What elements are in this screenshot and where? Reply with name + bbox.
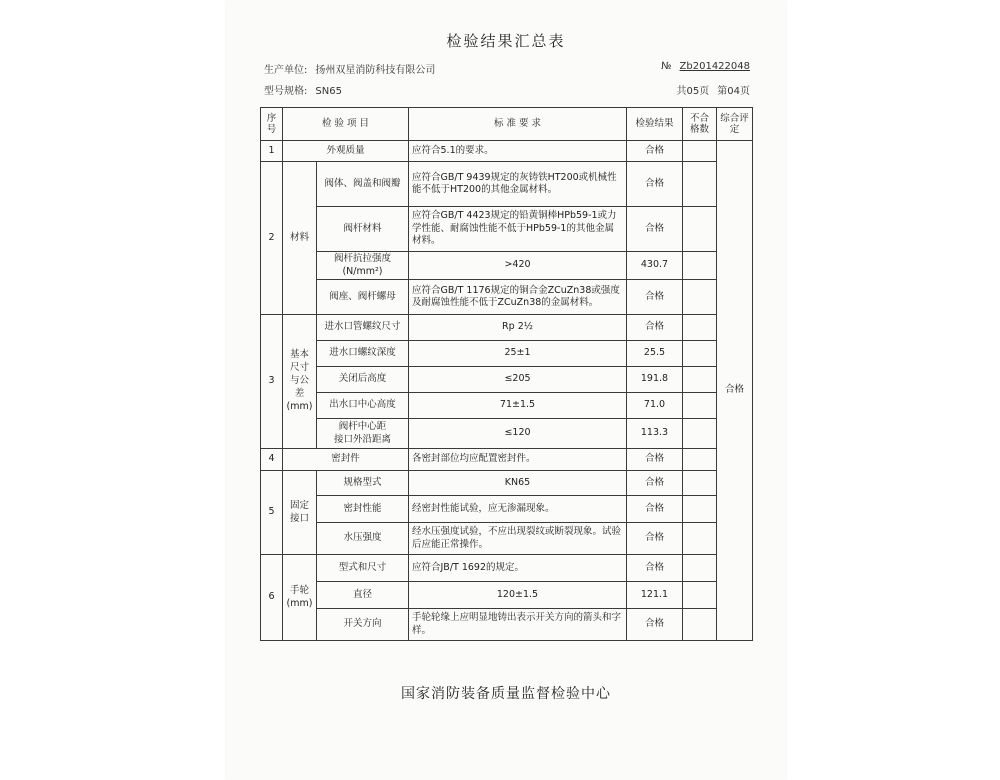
seq-cell: 4 xyxy=(261,449,283,471)
failed-cell xyxy=(683,449,717,471)
item-cell: 水压强度 xyxy=(317,523,409,555)
result-cell: 合格 xyxy=(627,523,683,555)
standard-cell: KN65 xyxy=(409,471,627,496)
result-cell: 430.7 xyxy=(627,252,683,280)
table-row xyxy=(261,341,753,367)
seq-cell: 6 xyxy=(261,555,283,641)
failed-cell xyxy=(683,471,717,496)
standard-cell: ≤205 xyxy=(409,367,627,393)
standard-cell: ≤120 xyxy=(409,419,627,449)
standard-cell: >420 xyxy=(409,252,627,280)
failed-cell xyxy=(683,419,717,449)
category-cell: 手轮(mm) xyxy=(283,555,317,641)
header-item: 检 验 项 目 xyxy=(283,108,409,141)
result-cell: 合格 xyxy=(627,315,683,341)
item-cell: 出水口中心高度 xyxy=(317,393,409,419)
failed-cell xyxy=(683,162,717,207)
seq-cell: 3 xyxy=(261,315,283,449)
table-row xyxy=(261,252,753,280)
item-label: 阀杆中心距 xyxy=(338,421,387,433)
failed-cell xyxy=(683,315,717,341)
table-row xyxy=(261,393,753,419)
seq-cell: 1 xyxy=(261,141,283,162)
pages-total: 共05页 xyxy=(676,86,710,97)
category-cell: 固定接口 xyxy=(283,471,317,555)
header-standard: 标 准 要 求 xyxy=(409,108,627,141)
result-cell: 合格 xyxy=(627,496,683,523)
model-value: SN65 xyxy=(315,86,342,97)
table-header-row xyxy=(261,108,753,141)
failed-cell xyxy=(683,555,717,582)
standard-cell: 手轮轮缘上应明显地铸出表示开关方向的箭头和字样。 xyxy=(409,609,627,641)
standard-cell: 71±1.5 xyxy=(409,393,627,419)
failed-cell xyxy=(683,523,717,555)
standard-cell: 应符合GB/T 1176规定的铜合金ZCuZn38或强度及耐腐蚀性能不低于ZCuZn38的金属材料。 xyxy=(409,280,627,315)
failed-cell xyxy=(683,496,717,523)
standard-cell: 经水压强度试验，不应出现裂纹或断裂现象。试验后应能正常操作。 xyxy=(409,523,627,555)
item-cell: 型式和尺寸 xyxy=(317,555,409,582)
results-table xyxy=(260,107,753,641)
table-row xyxy=(261,496,753,523)
table-row xyxy=(261,141,753,162)
failed-cell xyxy=(683,252,717,280)
result-cell: 113.3 xyxy=(627,419,683,449)
table-row xyxy=(261,162,753,207)
model-line xyxy=(264,82,342,97)
standard-cell: 经密封性能试验，应无渗漏现象。 xyxy=(409,496,627,523)
seq-cell: 2 xyxy=(261,162,283,315)
standard-cell: Rp 2½ xyxy=(409,315,627,341)
item-cell: 密封性能 xyxy=(317,496,409,523)
item-cell: 规格型式 xyxy=(317,471,409,496)
failed-cell xyxy=(683,393,717,419)
item-cell: 外观质量 xyxy=(283,141,409,162)
item-cell: 阀杆材料 xyxy=(317,207,409,252)
result-cell: 合格 xyxy=(627,471,683,496)
result-cell: 合格 xyxy=(627,609,683,641)
item-cell xyxy=(317,419,409,449)
category-cell: 材料 xyxy=(283,162,317,315)
producer-line xyxy=(264,61,435,76)
page-current: 第04页 xyxy=(717,86,750,97)
item-cell: 直径 xyxy=(317,582,409,609)
table-row xyxy=(261,471,753,496)
report-no-value: Zb201422048 xyxy=(679,61,750,72)
item-cell: 阀体、阀盖和阀瓣 xyxy=(317,162,409,207)
header-failed: 不合格数 xyxy=(683,108,717,141)
failed-cell xyxy=(683,141,717,162)
result-cell: 合格 xyxy=(627,207,683,252)
result-cell: 25.5 xyxy=(627,341,683,367)
document-title: 检验结果汇总表 xyxy=(446,32,566,50)
table-row xyxy=(261,207,753,252)
result-cell: 合格 xyxy=(627,162,683,207)
standard-cell: 应符合GB/T 4423规定的铅黄铜棒HPb59-1或力学性能、耐腐蚀性能不低于HPb59-1的其他金属材料。 xyxy=(409,207,627,252)
standard-cell: 25±1 xyxy=(409,341,627,367)
table-row xyxy=(261,280,753,315)
item-cell: 开关方向 xyxy=(317,609,409,641)
item-label: 阀杆抗拉强度 xyxy=(333,253,391,265)
item-cell: 密封件 xyxy=(283,449,409,471)
item-label: 接口外沿距离 xyxy=(333,433,391,445)
header-overall: 综合评定 xyxy=(717,108,753,141)
result-cell: 合格 xyxy=(627,141,683,162)
document-page xyxy=(226,0,786,780)
failed-cell xyxy=(683,582,717,609)
report-no-prefix: № xyxy=(661,61,672,72)
failed-cell xyxy=(683,341,717,367)
issuer-footer: 国家消防装备质量监督检验中心 xyxy=(401,686,611,702)
failed-cell xyxy=(683,280,717,315)
header-result: 检验结果 xyxy=(627,108,683,141)
failed-cell xyxy=(683,367,717,393)
failed-cell xyxy=(683,609,717,641)
item-unit: (N/mm²) xyxy=(342,265,383,277)
table-row xyxy=(261,555,753,582)
item-cell: 进水口管螺纹尺寸 xyxy=(317,315,409,341)
seq-cell: 5 xyxy=(261,471,283,555)
table-row xyxy=(261,367,753,393)
item-cell xyxy=(317,252,409,280)
standard-cell: 应符合JB/T 1692的规定。 xyxy=(409,555,627,582)
producer-value: 扬州双星消防科技有限公司 xyxy=(315,65,436,76)
failed-cell xyxy=(683,207,717,252)
standard-cell: 各密封部位均应配置密封件。 xyxy=(409,449,627,471)
standard-cell: 应符合GB/T 9439规定的灰铸铁HT200或机械性能不低于HT200的其他金属材料。 xyxy=(409,162,627,207)
page-count xyxy=(677,82,750,97)
category-cell: 基本尺寸与公差(mm) xyxy=(283,315,317,449)
producer-label: 生产单位: xyxy=(264,65,308,76)
item-cell: 阀座、阀杆螺母 xyxy=(317,280,409,315)
report-number xyxy=(661,61,750,72)
result-cell: 合格 xyxy=(627,449,683,471)
table-row xyxy=(261,609,753,641)
table-row xyxy=(261,449,753,471)
result-cell: 71.0 xyxy=(627,393,683,419)
table-row xyxy=(261,419,753,449)
model-label: 型号规格: xyxy=(264,86,308,97)
table-row xyxy=(261,582,753,609)
item-cell: 进水口螺纹深度 xyxy=(317,341,409,367)
table-row xyxy=(261,315,753,341)
item-cell: 关闭后高度 xyxy=(317,367,409,393)
result-cell: 121.1 xyxy=(627,582,683,609)
table-row xyxy=(261,523,753,555)
standard-cell: 120±1.5 xyxy=(409,582,627,609)
header-seq: 序号 xyxy=(261,108,283,141)
result-cell: 合格 xyxy=(627,280,683,315)
overall-cell: 合格 xyxy=(717,141,753,641)
standard-cell: 应符合5.1的要求。 xyxy=(409,141,627,162)
result-cell: 合格 xyxy=(627,555,683,582)
result-cell: 191.8 xyxy=(627,367,683,393)
